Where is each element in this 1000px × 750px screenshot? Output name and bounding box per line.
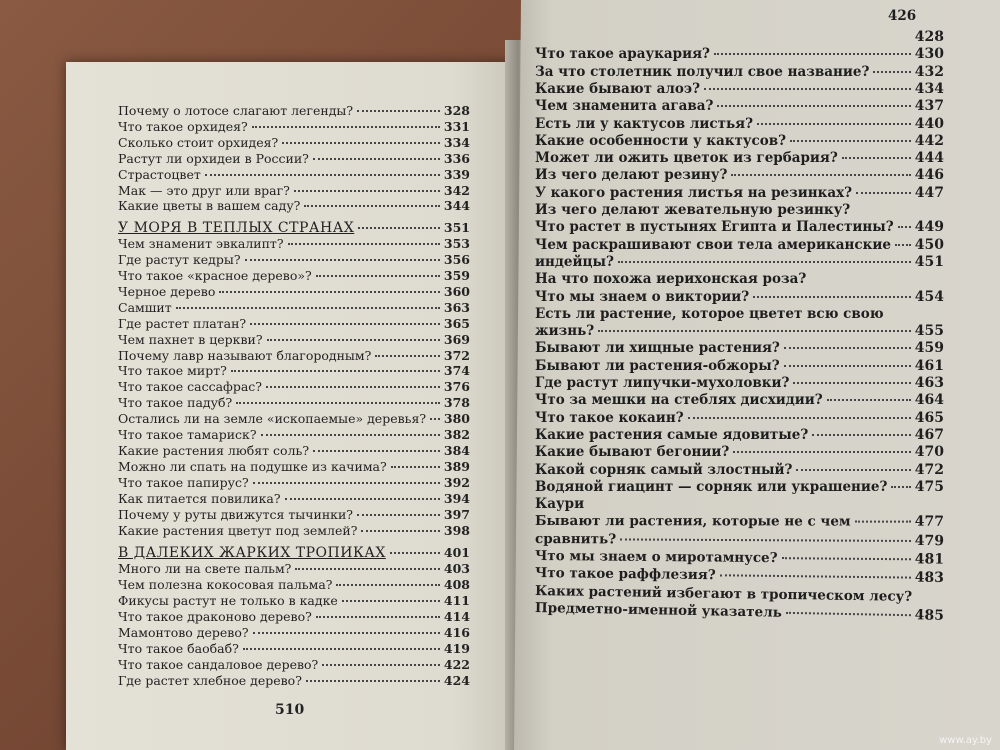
toc-entry-page: 414 (443, 609, 470, 624)
dot-leader (243, 647, 440, 650)
toc-entry-page: 447 (914, 184, 944, 201)
dot-leader (618, 260, 911, 263)
toc-entry-page: 401 (443, 545, 470, 560)
dot-leader (784, 364, 911, 367)
toc-entry-page: 422 (443, 657, 470, 672)
toc-entry (118, 673, 470, 688)
dot-leader (294, 189, 440, 192)
toc-entry (535, 411, 944, 426)
toc-entry-title: Что такое «красное дерево»? (118, 268, 312, 283)
dot-leader (231, 369, 440, 372)
toc-entry-page: 475 (914, 478, 944, 495)
dot-leader (704, 87, 911, 90)
toc-entry-page: 334 (443, 135, 470, 150)
dot-leader (358, 226, 440, 229)
dot-leader (873, 70, 910, 73)
toc-section-heading (118, 220, 470, 236)
dot-leader (322, 663, 440, 666)
dot-leader (620, 537, 911, 542)
dot-leader (598, 329, 911, 332)
toc-entry-title: Чем пахнет в церкви? (118, 332, 263, 347)
dot-leader (714, 52, 911, 55)
toc-entry-page: 451 (914, 253, 944, 270)
toc-entry-page: 455 (914, 323, 944, 340)
toc-entry (535, 82, 944, 97)
toc-entry-title: Остались ли на земле «ископаемые» деревья? (118, 411, 427, 426)
toc-entry (118, 300, 470, 315)
toc-entry (118, 236, 470, 251)
toc-entry-title: Что такое баобаб? (118, 641, 239, 656)
dot-leader (316, 274, 440, 277)
toc-entry-page: 351 (443, 220, 470, 235)
toc-entry (535, 203, 944, 218)
dot-leader (304, 204, 440, 207)
toc-entry-page: 342 (443, 183, 470, 198)
toc-entry-title: Мак — это друг или враг? (118, 183, 290, 198)
toc-entry-page: 416 (443, 625, 470, 640)
toc-entry-title: Как питается повилика? (118, 491, 281, 506)
toc-entry-title: Из чего делают резину? (535, 167, 728, 184)
toc-entry-title: жизнь? (535, 323, 595, 340)
toc-entry-page: 437 (914, 98, 944, 115)
toc-entry-page: 430 (914, 46, 944, 63)
toc-entry-title: Чем знаменит эвкалипт? (118, 236, 284, 251)
toc-entry (535, 151, 944, 166)
toc-entry-title: Предметно-именной указатель (534, 599, 783, 621)
toc-entry-page: 365 (443, 316, 470, 331)
toc-entry-page: 380 (443, 411, 470, 426)
dot-leader (812, 433, 910, 436)
dot-leader (842, 156, 911, 159)
toc-entry-page: 360 (443, 284, 470, 299)
toc-entry (535, 186, 944, 201)
toc-entry (118, 284, 470, 299)
toc-entry (535, 497, 944, 512)
toc-entry-title: Бывают ли растения, которые не с чем (534, 513, 851, 530)
toc-entry-title: Что за мешки на стеблях дисхидии? (535, 392, 823, 409)
toc-entry-title: Что такое тамариск? (118, 427, 257, 442)
dot-leader (895, 243, 911, 246)
dot-leader (784, 346, 911, 349)
toc-entry-title: Много ли на свете пальм? (118, 561, 292, 576)
dot-leader (336, 583, 439, 586)
toc-entry-page: 449 (914, 219, 944, 236)
toc-entry (535, 428, 944, 443)
toc-entry-page: 331 (443, 119, 470, 134)
dot-leader (793, 381, 910, 384)
toc-entry (535, 255, 944, 270)
toc-entry-page: 382 (443, 427, 470, 442)
toc-entry-title: Водяной гиацинт — сорняк или украшение? (535, 478, 888, 495)
toc-entry (535, 272, 944, 287)
toc-entry-page: 394 (443, 491, 470, 506)
toc-entry (118, 119, 470, 134)
toc-entry (118, 561, 470, 576)
toc-entry (535, 480, 944, 495)
toc-entry (535, 445, 944, 460)
dot-leader (891, 485, 910, 488)
dot-leader (361, 529, 440, 532)
toc-entry-page: 369 (443, 332, 470, 347)
toc-entry (118, 491, 470, 506)
toc-entry (118, 183, 470, 198)
toc-entry-page: 481 (914, 551, 945, 568)
dot-leader (375, 354, 440, 357)
toc-entry (535, 463, 944, 478)
dot-leader (205, 173, 440, 176)
toc-entry-title: Что мы знаем о виктории? (535, 288, 750, 305)
toc-entry (535, 134, 944, 149)
toc-entry-title: Самшит (118, 300, 172, 315)
toc-entry-title: Фикусы растут не только в кадке (118, 593, 338, 608)
toc-entry (535, 393, 944, 408)
dot-leader (898, 225, 911, 228)
toc-entry-title: За что столетник получил свое название? (535, 63, 870, 80)
dot-leader (261, 433, 440, 436)
toc-entry-title: На что похожа иерихонская роза? (535, 271, 807, 288)
dot-leader (855, 520, 911, 523)
toc-entry-page: 397 (443, 507, 470, 522)
toc-entry-title: Что такое кокаин? (535, 409, 684, 426)
toc-entry (535, 220, 944, 235)
toc-entry (118, 316, 470, 331)
toc-entry-title: Может ли ожить цветок из гербария? (535, 150, 838, 167)
toc-entry-page: 424 (443, 673, 470, 688)
toc-entry-title: Где растут кедры? (118, 252, 241, 267)
toc-entry (118, 427, 470, 442)
dot-leader (731, 173, 910, 176)
toc-entry-title: У МОРЯ В ТЕПЛЫХ СТРАНАХ (118, 220, 355, 236)
dot-leader (688, 416, 911, 419)
toc-entry-page: 483 (914, 569, 945, 587)
dot-leader (295, 567, 440, 570)
toc-entry-page: 344 (443, 198, 470, 213)
toc-entry-title: Бывают ли растения-обжоры? (535, 357, 780, 374)
toc-entry-title: Бывают ли хищные растения? (535, 340, 780, 357)
toc-entry (535, 359, 944, 374)
watermark: www.ay.by (939, 735, 992, 746)
toc-entry (535, 514, 944, 530)
toc-entry-page: 336 (443, 151, 470, 166)
toc-entry-page: 353 (443, 236, 470, 251)
dot-leader (720, 574, 911, 579)
toc-entry-title: Есть ли у кактусов листья? (535, 115, 754, 132)
toc-entry (118, 657, 470, 672)
toc-entry-page: 328 (443, 103, 470, 118)
toc-entry-page: 444 (914, 150, 944, 167)
toc-entry (535, 376, 944, 391)
toc-entry-title: Что такое раффлезия? (534, 565, 716, 584)
toc-entry-title: Какие бывают алоэ? (535, 80, 701, 97)
toc-entry-title: Что такое орхидея? (118, 119, 248, 134)
toc-entry-title: Каких растений избегают в тропическом лесу? (534, 582, 913, 605)
toc-entry (118, 577, 470, 592)
toc-entry-page: 467 (914, 426, 944, 443)
toc-entry-page: 454 (914, 288, 944, 305)
dot-leader (288, 242, 440, 245)
toc-entry (118, 641, 470, 656)
toc-entry-page: 450 (914, 236, 944, 253)
dot-leader (313, 449, 440, 452)
dot-leader (313, 157, 440, 160)
dot-leader (245, 258, 440, 261)
toc-entry (118, 609, 470, 624)
toc-section-heading (118, 545, 470, 561)
toc-entry-title: Чем раскрашивают свои тела американские (535, 236, 891, 253)
toc-entry-page: 403 (443, 561, 470, 576)
toc-entry (535, 238, 944, 253)
toc-entry-title: Черное дерево (118, 284, 216, 299)
page-number: 510 (275, 702, 305, 718)
toc-entry-page: 472 (914, 461, 944, 478)
toc-entry (118, 135, 470, 150)
toc-entry-title: В ДАЛЕКИХ ЖАРКИХ ТРОПИКАХ (118, 545, 386, 561)
toc-entry-page: 374 (443, 363, 470, 378)
toc-entry-page: 376 (443, 379, 470, 394)
toc-entry (118, 348, 470, 363)
toc-entry (118, 443, 470, 458)
toc-entry-page: 463 (914, 375, 944, 391)
toc-entry-title: Какие бывают бегонии? (535, 444, 730, 461)
toc-entry-title: сравнить? (534, 530, 617, 548)
toc-entry-page: 378 (443, 395, 470, 410)
dot-leader (285, 497, 440, 500)
toc-entry-page: 389 (443, 459, 470, 474)
dot-leader (796, 468, 910, 471)
dot-leader (782, 556, 911, 560)
toc-entry-page: 359 (443, 268, 470, 283)
toc-entry-title: Каури (535, 496, 585, 513)
toc-entry-page: 384 (443, 443, 470, 458)
dot-leader (390, 551, 440, 554)
toc-entry (535, 117, 944, 132)
dot-leader (391, 465, 440, 468)
toc-entry (118, 198, 470, 213)
dot-leader (282, 141, 440, 144)
toc-entry (118, 411, 470, 426)
dot-leader (219, 290, 440, 293)
toc-entry-page: 432 (914, 63, 944, 80)
toc-entry-title: Какие растения цветут под землей? (118, 523, 358, 538)
toc-entry-title: Что такое араукария? (535, 46, 710, 63)
toc-entry (535, 341, 944, 356)
dot-leader (733, 450, 910, 453)
dot-leader (253, 631, 440, 634)
toc-entry-title: Что такое сандаловое дерево? (118, 657, 319, 672)
toc-entry-title: Сколько стоит орхидея? (118, 135, 279, 150)
toc-entry-title: Почему о лотосе слагают легенды? (118, 103, 354, 118)
toc-entry-page: 459 (914, 340, 944, 357)
toc-entry (535, 324, 944, 339)
toc-entry-title: Где растут липучки-мухоловки? (535, 375, 790, 391)
dot-leader (250, 322, 440, 325)
toc-entry-page: 440 (914, 115, 944, 132)
toc-entry-title: Какие растения самые ядовитые? (535, 426, 809, 443)
dot-leader (253, 481, 440, 484)
toc-entry (535, 30, 944, 45)
dot-leader (266, 385, 440, 388)
toc-entry (118, 379, 470, 394)
dot-leader (176, 306, 440, 309)
toc-entry (535, 65, 944, 80)
toc-entry (118, 507, 470, 522)
toc-entry (118, 332, 470, 347)
dot-leader (753, 295, 911, 298)
right-top-page-number: 426 (888, 8, 917, 24)
toc-entry-page: 485 (914, 607, 945, 624)
toc-entry-title: Какие растения любят соль? (118, 443, 310, 458)
dot-leader (757, 122, 911, 125)
toc-entry-title: Растут ли орхидеи в России? (118, 151, 309, 166)
toc-entry (118, 167, 470, 182)
toc-entry-title: Где растет хлебное дерево? (118, 673, 302, 688)
toc-entry-page: 363 (443, 300, 470, 315)
toc-entry (535, 532, 944, 549)
toc-entry-title: Что такое падуб? (118, 395, 233, 410)
toc-entry-page: 339 (443, 167, 470, 182)
toc-entry (118, 363, 470, 378)
toc-entry-page: 464 (914, 392, 944, 409)
dot-leader (856, 191, 911, 194)
toc-entry-title: индейцы? (535, 253, 614, 270)
dot-leader (306, 679, 440, 682)
toc-entry-page: 392 (443, 475, 470, 490)
toc-entry-title: Какие особенности у кактусов? (535, 132, 787, 149)
dot-leader (827, 398, 911, 401)
toc-entry-page: 434 (914, 80, 944, 97)
toc-entry-title: Есть ли растение, которое цветет всю свою (535, 305, 884, 322)
dot-leader (316, 615, 440, 618)
toc-entry-page: 470 (914, 444, 944, 461)
toc-entry-page: 372 (443, 348, 470, 363)
toc-entry-page: 419 (443, 641, 470, 656)
toc-entry-title: Мамонтово дерево? (118, 625, 249, 640)
toc-entry-title: Чем знаменита агава? (535, 98, 714, 115)
toc-entry (118, 475, 470, 490)
toc-entry (535, 307, 944, 322)
dot-leader (342, 599, 440, 602)
toc-entry-title: Чем полезна кокосовая пальма? (118, 577, 333, 592)
toc-entry (118, 151, 470, 166)
toc-entry-title: Что такое мирт? (118, 363, 227, 378)
toc-entry-title: Из чего делают жевательную резинку? (535, 202, 851, 218)
toc-entry-page: 461 (914, 357, 944, 374)
dot-leader (252, 125, 440, 128)
toc-entry (535, 47, 944, 62)
dot-leader (786, 611, 911, 616)
toc-entry (118, 268, 470, 283)
toc-entry-page: 356 (443, 252, 470, 267)
toc-entry-title: Можно ли спать на подушке из качима? (118, 459, 387, 474)
toc-entry-title: Почему лавр называют благородным? (118, 348, 372, 363)
toc-entry (118, 625, 470, 640)
toc-entry-page: 398 (443, 523, 470, 538)
toc-entry-page: 477 (914, 514, 945, 531)
toc-entry-title: Какой сорняк самый злостный? (535, 461, 793, 478)
toc-entry (118, 523, 470, 538)
toc-entry (118, 103, 470, 118)
toc-entry (535, 168, 944, 183)
toc-entry-title: Страстоцвет (118, 167, 201, 182)
toc-entry (118, 252, 470, 267)
toc-entry-title: Что мы знаем о миротамнусе? (534, 548, 778, 567)
toc-entry-page: 428 (914, 29, 944, 45)
toc-entry-title: Где растет платан? (118, 316, 247, 331)
toc-entry-page: 446 (914, 167, 944, 184)
dot-leader (267, 338, 440, 341)
toc-entry-title: Что такое сассафрас? (118, 379, 263, 394)
toc-entry-title: Что такое папирус? (118, 475, 249, 490)
dot-leader (430, 417, 440, 420)
toc-entry (118, 593, 470, 608)
toc-entry-title: Что растет в пустынях Египта и Палестины? (535, 219, 894, 236)
toc-entry-page: 411 (443, 593, 470, 608)
toc-entry-title: У какого растения листья на резинках? (535, 184, 853, 201)
toc-entry (535, 99, 944, 114)
toc-entry-title: Какие цветы в вашем саду? (118, 198, 301, 213)
dot-leader (357, 109, 440, 112)
toc-entry-page: 442 (914, 132, 944, 149)
toc-entry (118, 459, 470, 474)
toc-entry (118, 395, 470, 410)
dot-leader (717, 104, 910, 107)
toc-entry-page: 465 (914, 409, 944, 426)
dot-leader (236, 401, 440, 404)
toc-entry-title: Что такое драконово дерево? (118, 609, 312, 624)
dot-leader (357, 513, 440, 516)
toc-entry (535, 290, 944, 305)
toc-entry-page: 479 (914, 532, 945, 549)
toc-entry-page: 408 (443, 577, 470, 592)
dot-leader (790, 139, 911, 142)
toc-entry-title: Почему у руты движутся тычинки? (118, 507, 353, 522)
